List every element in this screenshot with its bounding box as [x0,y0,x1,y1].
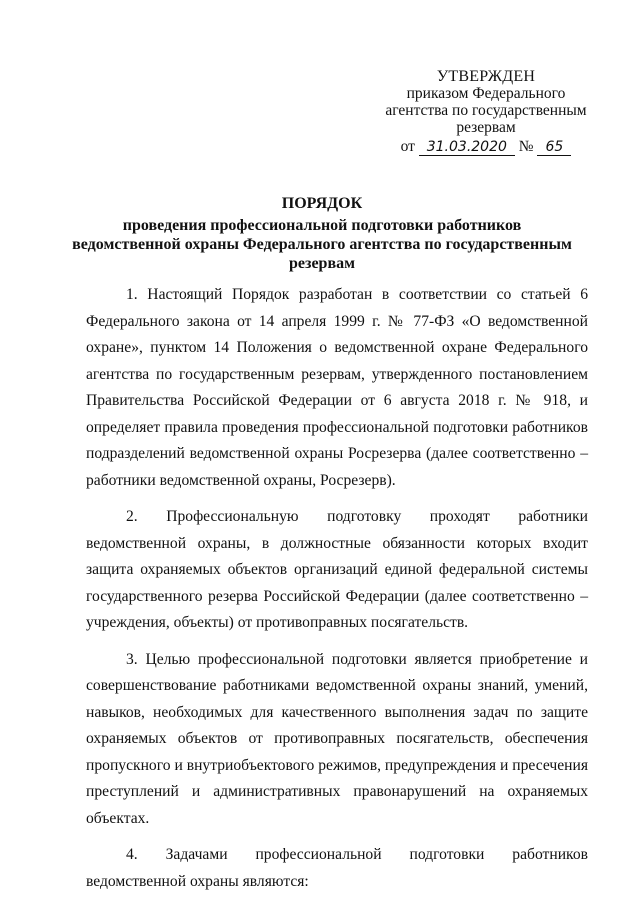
approval-line-1: приказом Федерального [406,85,566,102]
heading-subtitle: проведения профессиональной подготовки работников ведомственной охраны Федерального агентства по государственным резервам [72,217,572,272]
document-body [86,282,588,905]
approval-line-3: резервам [456,119,516,136]
number-prefix: № [518,138,534,155]
date-prefix: от [400,138,415,155]
paragraph: 3. Целью профессиональной подготовки является приобретение и совершенствование работниками ведомственной охраны знаний, умений, навыков, необходимых для качественного выполнения задач по защите охраняемых объектов от противоправных посягательств, обеспечения пропускного и внутриобъектового режимов, предупреждения и пресечения преступлений и административных правонарушений на охраняемых объектах. [86,650,588,827]
document-heading [72,194,572,273]
approval-line-2: агентства по государственным [385,102,587,119]
approval-date-row [372,138,600,156]
handwritten-number: 65 [537,139,571,156]
heading-title: ПОРЯДОК [281,195,363,212]
approval-stamp [372,68,600,156]
paragraph: 1. Настоящий Порядок разработан в соответствии со статьей 6 Федерального закона от 14 апреля 1999 г. № 77-ФЗ «О ведомственной охране», пунктом 14 Положения о ведомственной охране Федерального агентства по государственным резервам, утвержденного постановлением Правительства Российской Федерации от 6 августа 2018 г. № 918, и определяет правила проведения профессиональной подготовки работников подразделений ведомственной охраны Росрезерва (далее соответственно – работники ведомственной охраны, Росрезерв). [86,286,588,489]
approval-title: УТВЕРЖДЕН [436,68,536,85]
handwritten-date: 31.03.2020 [419,139,515,156]
paragraph: 2. Профессиональную подготовку проходят работники ведомственной охраны, в должностные обязанности которых входит защита охраняемых объектов организаций единой федеральной системы государственного резерва Российской Федерации (далее соответственно – учреждения, объекты) от противоправных посягательств. [86,508,588,631]
paragraph: 4. Задачами профессиональной подготовки работников ведомственной охраны являются: [86,846,588,890]
